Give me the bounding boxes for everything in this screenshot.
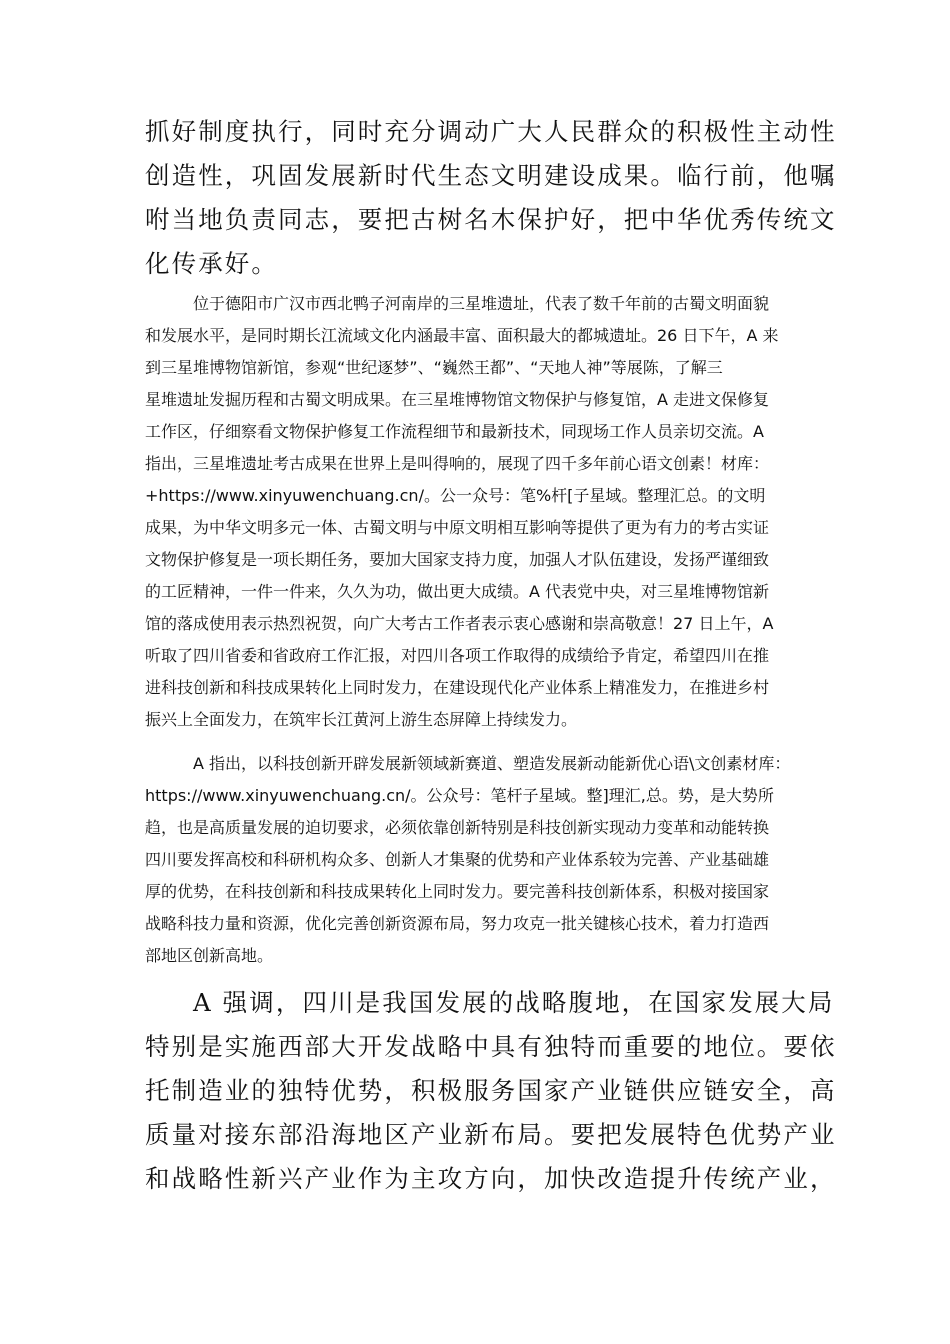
text-line: https://www.xinyuwenchuang.cn/。公众号：笔杆子星域。整]理汇,总。势，是大势所 xyxy=(145,786,774,805)
text-line: 馆的落成使用表示热烈祝贺，向广大考古工作者表示衷心感谢和崇高敬意！27 日上午，A xyxy=(145,614,774,633)
text-line: 托制造业的独特优势，积极服务国家产业链供应链安全，高 xyxy=(145,1076,837,1105)
text-line: 部地区创新高地。 xyxy=(145,946,274,965)
text-line: 四川要发挥高校和科研机构众多、创新人才集聚的优势和产业体系较为完善、产业基础雄 xyxy=(145,850,770,869)
text-line: 指出，三星堆遗址考古成果在世界上是叫得响的，展现了四千多年前心语文创素！材库： xyxy=(145,454,770,473)
text-line: 创造性，巩固发展新时代生态文明建设成果。临行前，他嘱 xyxy=(145,161,837,190)
text-line: 化传承好。 xyxy=(145,249,278,278)
text-line: A 指出，以科技创新开辟发展新领域新赛道、塑造发展新动能新优心语\文创素材库： xyxy=(193,754,791,773)
text-line: 成果，为中华文明多元一体、古蜀文明与中原文明相互影响等提供了更为有力的考古实证 xyxy=(145,518,770,537)
text-line: 咐当地负责同志，要把古树名木保护好，把中华优秀传统文 xyxy=(145,205,837,234)
text-line: 趋，也是高质量发展的迫切要求，必须依靠创新特别是科技创新实现动力变革和动能转换 xyxy=(145,818,770,837)
text-line: 特别是实施西部大开发战略中具有独特而重要的地位。要依 xyxy=(145,1032,837,1061)
text-line: 厚的优势，在科技创新和科技成果转化上同时发力。要完善科技创新体系，积极对接国家 xyxy=(145,882,770,901)
text-line: 进科技创新和科技成果转化上同时发力，在建设现代化产业体系上精准发力，在推进乡村 xyxy=(145,678,770,697)
text-line: 文物保护修复是一项长期任务，要加大国家支持力度，加强人才队伍建设，发扬严谨细致 xyxy=(145,550,770,569)
text-line: 和战略性新兴产业作为主攻方向，加快改造提升传统产业， xyxy=(145,1164,837,1193)
text-line: 的工匠精神，一件一件来，久久为功，做出更大成绩。A 代表党中央，对三星堆博物馆新 xyxy=(145,582,770,601)
text-line: 位于德阳市广汉市西北鸭子河南岸的三星堆遗址，代表了数千年前的古蜀文明面貌 xyxy=(193,294,770,313)
text-line: +https://www.xinyuwenchuang.cn/。公一众号：笔%杆[子星域。整理汇总。的文明 xyxy=(145,486,766,505)
text-line: 质量对接东部沿海地区产业新布局。要把发展特色优势产业 xyxy=(145,1120,837,1149)
text-line: 工作区，仔细察看文物保护修复工作流程细节和最新技术，同现场工作人员亲切交流。A xyxy=(145,422,764,441)
text-line: 战略科技力量和资源，优化完善创新资源布局，努力攻克一批关键核心技术，着力打造西 xyxy=(145,914,770,933)
text-line: 和发展水平，是同时期长江流域文化内涵最丰富、面积最大的都城遗址。26 日下午，A 来 xyxy=(145,326,779,345)
text-line: 振兴上全面发力，在筑牢长江黄河上游生态屏障上持续发力。 xyxy=(145,710,578,729)
text-line: A 强调，四川是我国发展的战略腹地，在国家发展大局 xyxy=(193,988,835,1017)
text-line: 星堆遗址发掘历程和古蜀文明成果。在三星堆博物馆文物保护与修复馆，A 走进文保修复 xyxy=(145,390,770,409)
text-line: 到三星堆博物馆新馆，参观“世纪逐梦”、“巍然王都”、“天地人神”等展陈，了解三 xyxy=(145,358,723,377)
text-line: 听取了四川省委和省政府工作汇报，对四川各项工作取得的成绩给予肯定，希望四川在推 xyxy=(145,646,770,665)
text-line: 抓好制度执行，同时充分调动广大人民群众的积极性主动性 xyxy=(145,117,837,146)
